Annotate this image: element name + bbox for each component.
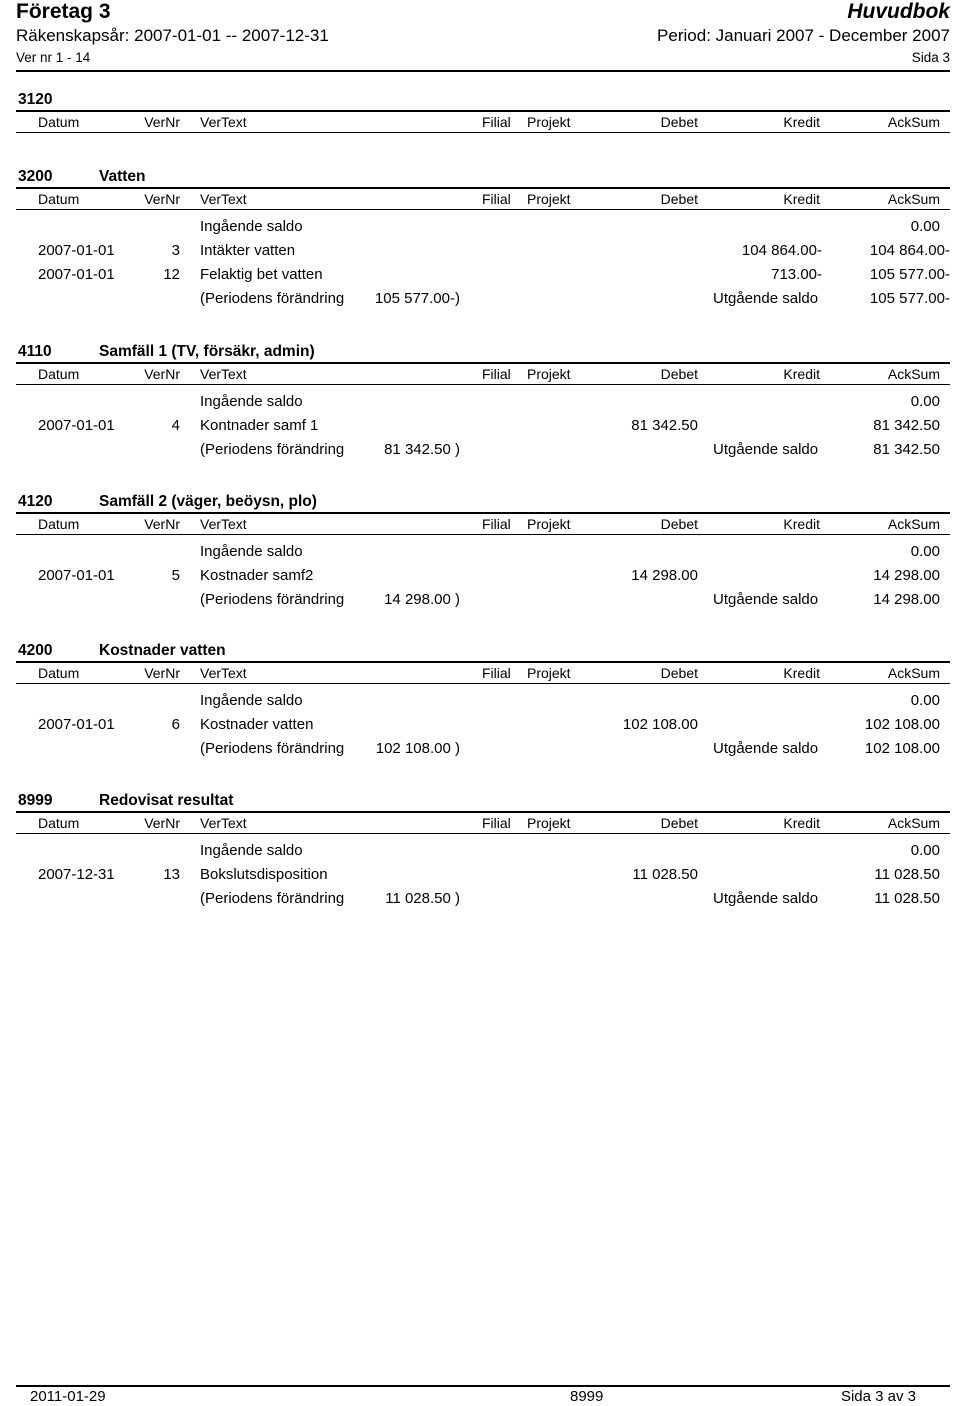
col-header-date: Datum (38, 815, 80, 831)
opening-balance-row (0, 839, 960, 863)
transaction-text: Kostnader samf2 (200, 567, 314, 584)
transaction-credit: 713.00- (771, 266, 822, 283)
col-header-debit: Debet (660, 815, 698, 831)
period-change-amount: 14 298.00 ) (384, 591, 460, 608)
opening-balance-row (0, 215, 960, 239)
col-header-ver-nr: VerNr (144, 665, 180, 681)
closing-balance-amount: 81 342.50 (873, 441, 940, 458)
col-header-ver-text: VerText (200, 815, 247, 831)
voucher-range: Ver nr 1 - 14 (16, 50, 91, 65)
print-date: 2011-01-29 (30, 1388, 106, 1405)
col-header-acc-sum: AckSum (887, 366, 940, 382)
col-header-project: Projekt (527, 114, 571, 130)
col-header-project: Projekt (527, 191, 571, 207)
col-header-project: Projekt (527, 366, 571, 382)
page-number: Sida 3 (911, 50, 950, 65)
col-header-branch: Filial (482, 366, 511, 382)
transaction-date: 2007-01-01 (38, 716, 115, 733)
col-header-branch: Filial (482, 191, 511, 207)
transaction-row (0, 713, 960, 737)
period-summary-row (0, 287, 960, 311)
column-header-rule (16, 683, 950, 684)
closing-balance-label: Utgående saldo (713, 591, 819, 608)
transaction-row (0, 414, 960, 438)
transaction-ver-nr: 4 (171, 417, 180, 434)
account-number: 4200 (18, 642, 53, 659)
column-header-row (0, 189, 960, 209)
account-number: 3120 (18, 91, 53, 108)
col-header-acc-sum: AckSum (887, 665, 940, 681)
account-name: Samfäll 2 (väger, beöysn, plo) (99, 493, 317, 510)
transaction-text: Felaktig bet vatten (200, 266, 323, 283)
col-header-ver-nr: VerNr (144, 366, 180, 382)
col-header-date: Datum (38, 366, 80, 382)
period-summary-row (0, 588, 960, 612)
col-header-date: Datum (38, 665, 80, 681)
transaction-text: Kontnader samf 1 (200, 417, 319, 434)
col-header-project: Projekt (527, 815, 571, 831)
col-header-date: Datum (38, 191, 80, 207)
column-header-rule (16, 209, 950, 210)
account-number: 8999 (18, 792, 53, 809)
transaction-credit: 104 864.00- (741, 242, 822, 259)
transaction-row (0, 263, 960, 287)
report-period: Period: Januari 2007 - December 2007 (657, 26, 950, 45)
column-header-rule (16, 132, 950, 133)
footer-rule (16, 1385, 950, 1387)
transaction-debit: 11 028.50 (632, 866, 698, 883)
opening-balance-amount: 0.00 (910, 543, 940, 560)
fiscal-year: Räkenskapsår: 2007-01-01 -- 2007-12-31 (16, 26, 329, 45)
transaction-ver-nr: 13 (163, 866, 180, 883)
account-section (0, 641, 960, 791)
col-header-date: Datum (38, 114, 80, 130)
closing-balance-label: Utgående saldo (713, 890, 819, 907)
column-header-row (0, 663, 960, 683)
col-header-debit: Debet (660, 191, 698, 207)
col-header-credit: Kredit (783, 366, 820, 382)
period-change-label: (Periodens förändring (200, 740, 345, 757)
header-rule (16, 70, 950, 72)
period-summary-row (0, 887, 960, 911)
company-name: Företag 3 (16, 0, 111, 23)
col-header-ver-nr: VerNr (144, 516, 180, 532)
column-header-rule (16, 833, 950, 834)
col-header-ver-text: VerText (200, 516, 247, 532)
column-header-row (0, 112, 960, 132)
transaction-debit: 102 108.00 (622, 716, 698, 733)
report-title: Huvudbok (847, 0, 950, 23)
opening-balance-amount: 0.00 (910, 692, 940, 709)
transaction-row (0, 239, 960, 263)
column-header-rule (16, 384, 950, 385)
account-section (0, 167, 960, 317)
col-header-debit: Debet (660, 665, 698, 681)
opening-balance-row (0, 390, 960, 414)
col-header-credit: Kredit (783, 516, 820, 532)
footer-account: 8999 (570, 1388, 604, 1405)
account-name: Vatten (99, 168, 146, 185)
col-header-debit: Debet (660, 366, 698, 382)
col-header-ver-text: VerText (200, 366, 247, 382)
account-name: Redovisat resultat (99, 792, 234, 809)
period-change-amount: 105 577.00-) (374, 290, 460, 307)
closing-balance-label: Utgående saldo (713, 290, 819, 307)
transaction-acc-sum: 81 342.50 (873, 417, 940, 434)
col-header-date: Datum (38, 516, 80, 532)
column-header-row (0, 813, 960, 833)
col-header-ver-nr: VerNr (144, 114, 180, 130)
col-header-ver-text: VerText (200, 665, 247, 681)
transaction-ver-nr: 12 (163, 266, 180, 283)
transaction-date: 2007-01-01 (38, 567, 115, 584)
col-header-credit: Kredit (783, 114, 820, 130)
transaction-ver-nr: 6 (171, 716, 180, 733)
transaction-acc-sum: 102 108.00 (864, 716, 940, 733)
period-summary-row (0, 438, 960, 462)
col-header-project: Projekt (527, 665, 571, 681)
opening-balance-label: Ingående saldo (200, 393, 303, 410)
col-header-branch: Filial (482, 815, 511, 831)
account-section (0, 342, 960, 492)
col-header-debit: Debet (660, 114, 698, 130)
col-header-acc-sum: AckSum (887, 191, 940, 207)
account-number: 4120 (18, 493, 53, 510)
account-section (0, 492, 960, 642)
transaction-acc-sum: 105 577.00- (869, 266, 950, 283)
transaction-acc-sum: 14 298.00 (873, 567, 940, 584)
closing-balance-label: Utgående saldo (713, 441, 819, 458)
col-header-branch: Filial (482, 114, 511, 130)
transaction-text: Intäkter vatten (200, 242, 296, 259)
transaction-date: 2007-01-01 (38, 417, 115, 434)
transaction-text: Bokslutsdisposition (200, 866, 328, 883)
period-change-amount: 11 028.50 ) (385, 890, 460, 907)
opening-balance-label: Ingående saldo (200, 543, 303, 560)
transaction-row (0, 564, 960, 588)
transaction-ver-nr: 3 (171, 242, 180, 259)
opening-balance-label: Ingående saldo (200, 218, 303, 235)
transaction-ver-nr: 5 (171, 567, 180, 584)
opening-balance-row (0, 689, 960, 713)
transaction-text: Kostnader vatten (200, 716, 314, 733)
col-header-ver-text: VerText (200, 191, 247, 207)
col-header-acc-sum: AckSum (887, 815, 940, 831)
transaction-date: 2007-01-01 (38, 266, 115, 283)
transaction-row (0, 863, 960, 887)
closing-balance-amount: 105 577.00- (869, 290, 950, 307)
period-change-label: (Periodens förändring (200, 290, 345, 307)
col-header-credit: Kredit (783, 191, 820, 207)
account-section (0, 791, 960, 941)
transaction-acc-sum: 11 028.50 (874, 866, 940, 883)
period-change-label: (Periodens förändring (200, 441, 345, 458)
closing-balance-amount: 11 028.50 (874, 890, 940, 907)
col-header-ver-text: VerText (200, 114, 247, 130)
opening-balance-label: Ingående saldo (200, 842, 303, 859)
transaction-debit: 81 342.50 (631, 417, 698, 434)
col-header-branch: Filial (482, 665, 511, 681)
period-change-amount: 81 342.50 ) (384, 441, 460, 458)
col-header-ver-nr: VerNr (144, 815, 180, 831)
transaction-acc-sum: 104 864.00- (869, 242, 950, 259)
col-header-debit: Debet (660, 516, 698, 532)
account-number: 4110 (18, 343, 52, 360)
opening-balance-amount: 0.00 (910, 218, 940, 235)
opening-balance-label: Ingående saldo (200, 692, 303, 709)
closing-balance-amount: 14 298.00 (873, 591, 940, 608)
col-header-acc-sum: AckSum (887, 114, 940, 130)
period-change-amount: 102 108.00 ) (375, 740, 460, 757)
account-number: 3200 (18, 168, 53, 185)
footer-page-number: Sida 3 av 3 (840, 1388, 916, 1405)
column-header-row (0, 514, 960, 534)
period-change-label: (Periodens förändring (200, 890, 345, 907)
col-header-acc-sum: AckSum (887, 516, 940, 532)
transaction-date: 2007-01-01 (38, 242, 115, 259)
col-header-credit: Kredit (783, 665, 820, 681)
transaction-date: 2007-12-31 (38, 866, 115, 883)
col-header-ver-nr: VerNr (144, 191, 180, 207)
account-name: Kostnader vatten (99, 642, 226, 659)
col-header-branch: Filial (482, 516, 511, 532)
closing-balance-amount: 102 108.00 (864, 740, 940, 757)
opening-balance-row (0, 540, 960, 564)
closing-balance-label: Utgående saldo (713, 740, 819, 757)
period-change-label: (Periodens förändring (200, 591, 345, 608)
column-header-row (0, 364, 960, 384)
col-header-credit: Kredit (783, 815, 820, 831)
opening-balance-amount: 0.00 (910, 393, 940, 410)
column-header-rule (16, 534, 950, 535)
transaction-debit: 14 298.00 (631, 567, 698, 584)
account-name: Samfäll 1 (TV, försäkr, admin) (99, 343, 315, 360)
period-summary-row (0, 737, 960, 761)
col-header-project: Projekt (527, 516, 571, 532)
opening-balance-amount: 0.00 (910, 842, 940, 859)
